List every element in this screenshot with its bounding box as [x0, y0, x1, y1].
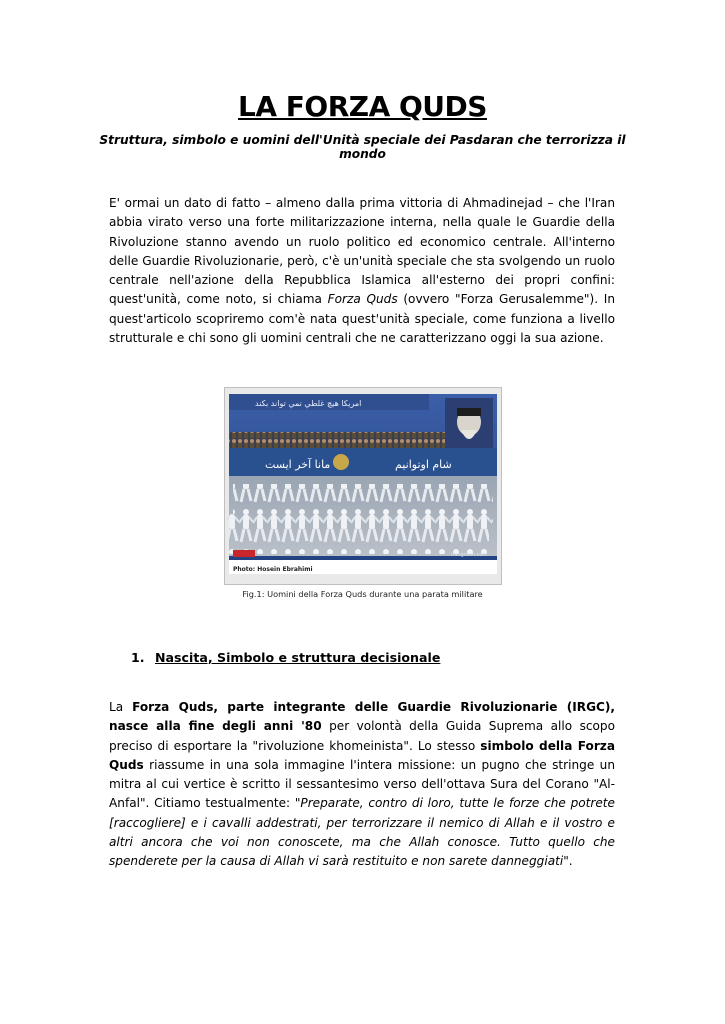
- photo-credit: Photo: Hosein Ebrahimi: [233, 566, 313, 573]
- section-bold-1: Forza Quds, parte integrante delle Guardie Rivoluzionarie (IRGC), nasce alla fine degli anni '80: [109, 700, 615, 734]
- parade-illustration: [225, 388, 501, 584]
- section-paragraph: [109, 698, 615, 872]
- intro-paragraph: [109, 194, 615, 348]
- intro-text-b: (ovvero "Forza Gerusalemme"). In quest'articolo scopriremo com'è nata quest'unità speciale, come funziona a livello strutturale e chi sono gli uomini centrali che ne caratterizzano oggi la sua azione.: [109, 292, 615, 346]
- intro-text-a: E' ormai un dato di fatto – almeno dalla prima vittoria di Ahmadinejad – che l'Iran abbia virato verso una forte militarizzazione interna, nella quale le Guardie della Rivoluzione stanno avendo un ruolo politico ed economico centrale. All'interno delle Guardie Rivoluzionarie, però, c'è un'unità speciale che sta svolgendo un ruolo centrale nell'azione della Repubblica Islamica all'esterno dei propri confini: quest'unità, come noto, si chiama: [109, 196, 615, 307]
- section-heading: [131, 650, 440, 665]
- page-subtitle: Struttura, simbolo e uomini dell'Unità speciale dei Pasdaran che terrorizza il mondo: [99, 133, 626, 161]
- section-title: Nascita, Simbolo e struttura decisionale: [155, 650, 441, 665]
- svg-text:ﺍﻣﺮﻳﻜﺎ ﻫﻴﭻ ﻏﻠﻄﻲ ﻧﻤﻲ ﺗﻮﺍﻧﺪ ﺑﻜﻨﺪ: ﺍﻣﺮﻳﻜﺎ ﻫﻴﭻ ﻏﻠﻄﻲ ﻧﻤﻲ ﺗﻮﺍﻧﺪ ﺑﻜﻨﺪ: [255, 399, 362, 408]
- section-text-4: ".: [563, 854, 573, 869]
- page-title: LA FORZA QUDS: [238, 90, 487, 123]
- section-bold-2: simbolo della Forza Quds: [109, 738, 615, 772]
- section-text-1: La: [109, 700, 133, 714]
- section-text-2: per volontà della Guida Suprema allo scopo preciso di esportare la "rivoluzione khomeinista". Lo stesso: [109, 719, 615, 753]
- svg-text:ﺷﺎﻡ ﺍﻭﺗﻮﺍﻧﻴﻢ: ﺷﺎﻡ ﺍﻭﺗﻮﺍﻧﻴﻢ: [395, 458, 452, 471]
- parade-photo: [224, 387, 502, 585]
- svg-text:irangreen.com: irangreen.com: [451, 552, 488, 558]
- figure-caption: Fig.1: Uomini della Forza Quds durante una parata militare: [242, 589, 483, 599]
- marching-soldiers-row2: [227, 514, 489, 554]
- intro-italic-term: Forza Quds: [327, 292, 398, 307]
- svg-text:ﻣﺎﻧﺎ ﺁﺧﺮ ﺍﻳﺴﺖ: ﻣﺎﻧﺎ ﺁﺧﺮ ﺍﻳﺴﺖ: [265, 458, 331, 471]
- section-number: 1.: [131, 650, 145, 665]
- section-text-3: riassume in una sola immagine l'intera missione: un pugno che stringe un mitra al cui vertice è scritto il sessantesimo verso dell'ottava Sura del Corano "Al-Anfal". Citiamo testualmente: ": [109, 757, 615, 811]
- section-quote: Preparate, contro di loro, tutte le forze che potrete [raccogliere] e i cavalli addestrati, per terrorizzare il nemico di Allah e il vostro e altri ancora che voi non conoscete, ma che Allah conosce. Tutto quello che spenderete per la causa di Allah vi sarà restituito e non sarete danneggiati: [109, 796, 615, 869]
